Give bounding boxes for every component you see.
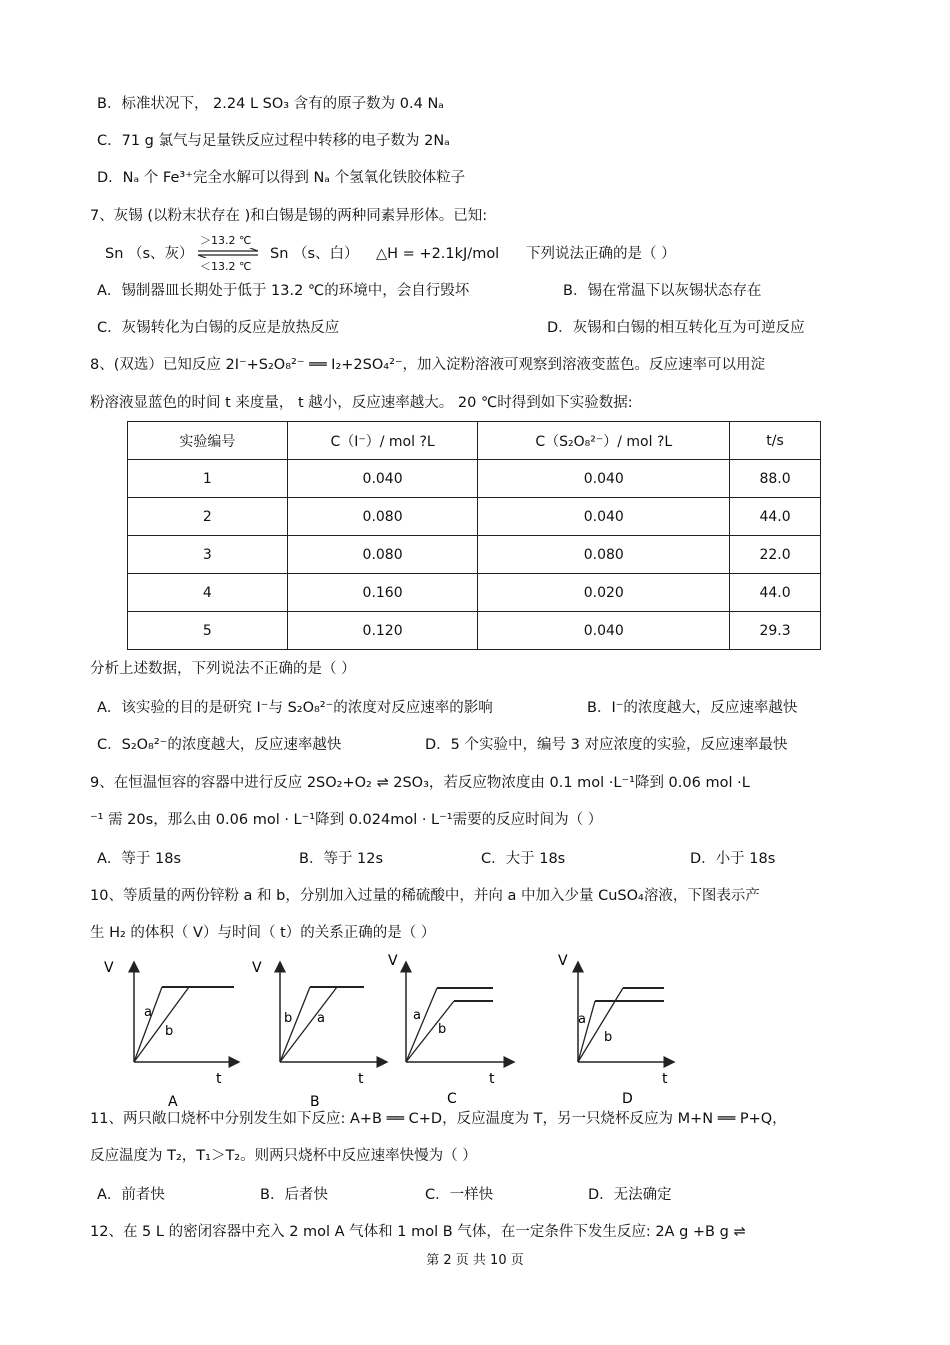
q9-option-b: B．等于 12s — [299, 851, 384, 867]
table-cell: 0.120 — [287, 612, 478, 650]
table-cell: 0.080 — [478, 536, 730, 574]
table-cell: 0.080 — [287, 498, 478, 536]
table-row — [128, 460, 821, 498]
graph-c — [384, 945, 534, 1110]
q9-stem-line1: 9、在恒温恒容的容器中进行反应 2SO₂+O₂ ⇌ 2SO₃，若反应物浓度由 0.1 mol ·L⁻¹降到 0.06 mol ·L — [90, 775, 750, 791]
graph-y-label: V — [388, 953, 398, 969]
table-row — [128, 498, 821, 536]
graph-b — [244, 950, 394, 1110]
table-header-row — [128, 422, 821, 460]
q8-stem-line1: 8、(双选）已知反应 2I⁻+S₂O₈²⁻ ══ I₂+2SO₄²⁻，加入淀粉溶液可观察到溶液变蓝色。反应速率可以用淀 — [90, 357, 766, 373]
graph-x-label: t — [216, 1071, 222, 1087]
table-cell: 5 — [128, 612, 288, 650]
table-header-cell: t/s — [730, 422, 821, 460]
q7-question: 下列说法正确的是（ ） — [526, 246, 676, 262]
table-cell: 29.3 — [730, 612, 821, 650]
graph-line-label: a — [413, 1008, 421, 1023]
graph-caption: A — [168, 1094, 178, 1110]
table-row — [128, 612, 821, 650]
q12-stem: 12、在 5 L 的密闭容器中充入 2 mol A 气体和 1 mol B 气体，在一定条件下发生反应: 2A g +B g ⇌ — [90, 1224, 746, 1240]
q6-option-c: C．71 g 氯气与足量铁反应过程中转移的电子数为 2Nₐ — [97, 133, 450, 149]
q7-option-b: B．锡在常温下以灰锡状态存在 — [563, 283, 762, 299]
q6-option-b: B．标准状况下， 2.24 L SO₃ 含有的原子数为 0.4 Nₐ — [97, 96, 444, 112]
table-header-cell: 实验编号 — [128, 422, 288, 460]
q6-option-d: D．Nₐ 个 Fe³⁺完全水解可以得到 Nₐ 个氢氧化铁胶体粒子 — [97, 170, 466, 186]
table-header-cell: C（S₂O₈²⁻）/ mol ?L — [478, 422, 730, 460]
table-cell: 1 — [128, 460, 288, 498]
q8-option-b: B．I⁻的浓度越大，反应速率越快 — [587, 700, 798, 716]
q7-condition-top: ＞13.2 ℃ — [200, 234, 252, 247]
table-cell: 0.040 — [478, 460, 730, 498]
q8-option-d: D．5 个实验中，编号 3 对应浓度的实验，反应速率最快 — [425, 737, 788, 753]
table-row — [128, 574, 821, 612]
graph-line-label: a — [317, 1011, 325, 1026]
q11-stem-line2: 反应温度为 T₂，T₁＞T₂。则两只烧杯中反应速率快慢为（ ） — [90, 1148, 477, 1164]
q10-stem-line2: 生 H₂ 的体积（ V）与时间（ t）的关系正确的是（ ） — [90, 925, 436, 941]
q7-equilibrium-arrow-icon — [196, 248, 262, 258]
table-cell: 0.020 — [478, 574, 730, 612]
table-row — [128, 536, 821, 574]
q11-option-b: B．后者快 — [260, 1187, 328, 1203]
table-cell: 2 — [128, 498, 288, 536]
q7-product: Sn （s、白） — [270, 246, 359, 262]
q8-stem-line2: 粉溶液显蓝色的时间 t 来度量， t 越小，反应速率越大。 20 ℃时得到如下实验数据: — [90, 395, 633, 411]
graph-line-label: b — [165, 1024, 174, 1039]
q8-option-a: A．该实验的目的是研究 I⁻与 S₂O₈²⁻的浓度对反应速率的影响 — [97, 700, 493, 716]
table-header-cell: C（I⁻）/ mol ?L — [287, 422, 478, 460]
table-cell: 0.040 — [478, 612, 730, 650]
q9-option-c: C．大于 18s — [481, 851, 566, 867]
q11-option-c: C．一样快 — [425, 1187, 494, 1203]
q9-option-a: A．等于 18s — [97, 851, 182, 867]
q7-stem: 7、灰锡 (以粉末状存在 )和白锡是锡的两种同素异形体。已知: — [90, 208, 488, 224]
graph-caption: B — [310, 1094, 320, 1110]
table-cell: 0.040 — [287, 460, 478, 498]
table-cell: 0.040 — [478, 498, 730, 536]
q11-option-d: D．无法确定 — [588, 1187, 672, 1203]
q10-stem-line1: 10、等质量的两份锌粉 a 和 b，分别加入过量的稀硫酸中，并向 a 中加入少量 CuSO₄溶液，下图表示产 — [90, 888, 760, 904]
graph-line-label: b — [438, 1022, 447, 1037]
table-cell: 88.0 — [730, 460, 821, 498]
graph-line-label: b — [284, 1011, 293, 1026]
table-cell: 3 — [128, 536, 288, 574]
graph-line-label: a — [144, 1005, 152, 1020]
table-cell: 44.0 — [730, 574, 821, 612]
q9-stem-line2: ⁻¹ 需 20s，那么由 0.06 mol · L⁻¹降到 0.024mol · L⁻¹需要的反应时间为（ ） — [90, 812, 603, 828]
q9-option-d: D．小于 18s — [690, 851, 776, 867]
graph-x-label: t — [489, 1071, 495, 1087]
q7-enthalpy: △H = +2.1kJ/mol — [376, 246, 500, 262]
q8-option-c: C．S₂O₈²⁻的浓度越大，反应速率越快 — [97, 737, 342, 753]
table-cell: 44.0 — [730, 498, 821, 536]
table-cell: 22.0 — [730, 536, 821, 574]
graph-d — [552, 945, 682, 1110]
q8-question: 分析上述数据，下列说法不正确的是（ ） — [90, 661, 356, 677]
graph-line-label: b — [604, 1030, 613, 1045]
graph-caption: C — [447, 1091, 457, 1107]
q7-condition-bottom: ＜13.2 ℃ — [200, 260, 252, 273]
q7-option-a: A．锡制器皿长期处于低于 13.2 ℃的环境中，会自行毁坏 — [97, 283, 470, 299]
q7-option-c: C．灰锡转化为白锡的反应是放热反应 — [97, 320, 340, 336]
q11-option-a: A．前者快 — [97, 1187, 165, 1203]
graph-y-label: V — [252, 960, 262, 976]
experiment-data-table — [127, 421, 821, 650]
graph-a — [96, 950, 246, 1110]
graph-y-label: V — [104, 960, 114, 976]
table-cell: 4 — [128, 574, 288, 612]
page-footer: 第 2 页 共 10 页 — [426, 1253, 524, 1268]
table-cell: 0.080 — [287, 536, 478, 574]
graph-y-label: V — [558, 953, 568, 969]
q11-stem-line1: 11、两只敞口烧杯中分别发生如下反应: A+B ══ C+D，反应温度为 T，另一只烧杯反应为 M+N ══ P+Q， — [90, 1111, 787, 1127]
q7-reactant: Sn （s、灰） — [105, 246, 194, 262]
q7-option-d: D．灰锡和白锡的相互转化互为可逆反应 — [547, 320, 805, 336]
graph-line-label: a — [578, 1012, 586, 1027]
graph-x-label: t — [662, 1071, 668, 1087]
graph-x-label: t — [358, 1071, 364, 1087]
table-cell: 0.160 — [287, 574, 478, 612]
graph-caption: D — [622, 1091, 633, 1107]
